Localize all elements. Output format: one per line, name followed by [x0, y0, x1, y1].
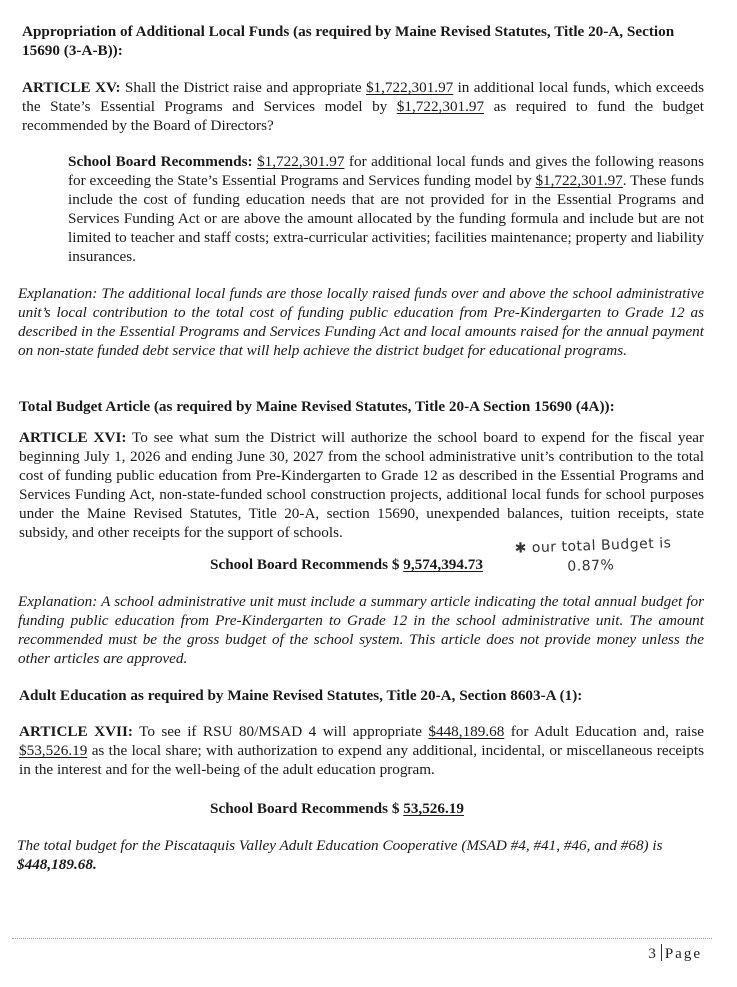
article-label: ARTICLE XVII:: [19, 723, 133, 740]
article-text: for Adult Education and, raise: [504, 723, 705, 740]
article-xv-paragraph: [22, 78, 704, 135]
handwritten-note-line2: 0.87%: [567, 557, 615, 575]
section-heading-adult-education: Adult Education as required by Maine Revised Statutes, Title 20-A, Section 8603-A (1):: [19, 687, 583, 704]
amount-value: $1,722,301.97: [535, 172, 623, 189]
adult-education-total-note: [17, 836, 705, 874]
page-label: Page: [664, 946, 702, 962]
amount-value: $448,189.68: [428, 723, 505, 740]
amount-value: 9,574,394.73: [403, 556, 483, 573]
amount-value: $1,722,301.97: [365, 79, 454, 96]
amount-value: $1,722,301.97: [257, 153, 345, 170]
article-text: Shall the District raise and appropriate: [120, 79, 366, 96]
article-xvi-paragraph: [19, 428, 704, 542]
page-number: [648, 944, 702, 964]
article-xvii-recommendation: [210, 799, 510, 818]
recommendation-label: School Board Recommends $: [210, 556, 404, 573]
amount-value: $53,526.19: [19, 742, 88, 759]
recommendation-label: School Board Recommends:: [68, 153, 253, 170]
total-note-text: The total budget for the Piscataquis Valley Adult Education Cooperative (MSAD #4, #41, #46, and #68) is: [17, 837, 663, 854]
article-xvii-paragraph: [19, 722, 704, 779]
article-text: as required to fund the budget recommended by the Board of Directors?: [22, 98, 705, 134]
recommendation-text: for additional local funds and gives the following reasons for exceeding the State’s Essential Programs and Services funding model by: [68, 153, 704, 189]
article-text: in additional local funds, which exceeds the State’s Essential Programs and Services model by: [22, 79, 704, 115]
section-heading-additional-local-funds: Appropriation of Additional Local Funds (as required by Maine Revised Statutes, Title 20-A, Section 15690 (3-A-B)):: [22, 23, 675, 59]
page-number-separator: [661, 944, 662, 961]
article-xv-explanation: Explanation: The additional local funds are those locally raised funds over and above the school administrative unit’s local contribution to the total cost of funding public education from Pre-Kindergarten to Grade 12 as described in the Essential Programs and Services Funding Act and local amounts raised for the annual payment on non-state funded debt service that will help achieve the district budget for educational programs.: [18, 285, 704, 359]
footer-divider: [12, 938, 712, 939]
handwritten-note-line1: ✱ our total Budget is: [514, 535, 672, 557]
amount-value: 53,526.19: [403, 800, 464, 817]
article-label: ARTICLE XV:: [22, 79, 121, 96]
article-text: To see what sum the District will authorize the school board to expend for the fiscal year beginning July 1, 2026 and ending June 30, 2027 from the school administrative unit’s contribution to the total cost of funding public education from Pre-Kindergarten to Grade 12 as described in the Essential Programs and Services Funding Act, non-state-funded school construction projects, additional local funds for school purposes under the Maine Revised Statutes, Title 20-A, section 15690, unexpended balances, tuition receipts, state subsidy, and other receipts for the support of schools.: [19, 429, 704, 541]
page-number-value: 3: [648, 946, 658, 962]
article-xv-recommendation: [68, 152, 704, 266]
total-note-amount: $448,189.68.: [17, 856, 97, 873]
section-heading-total-budget: Total Budget Article (as required by Maine Revised Statutes, Title 20-A Section 15690 (4A)):: [19, 398, 615, 415]
recommendation-label: School Board Recommends $: [210, 800, 404, 817]
article-text: as the local share; with authorization to expend any additional, incidental, or miscellaneous receipts in the interest and for the well-being of the adult education program.: [19, 742, 704, 778]
amount-value: $1,722,301.97: [396, 98, 485, 115]
recommendation-text: . These funds include the cost of funding education needs that are not provided for in the Essential Programs and Services Funding Act or are above the amount allocated by the funding formula and include but are not limited to teacher and staff costs; extra-curricular activities; facilities maintenance; property and liability insurances.: [68, 172, 704, 265]
article-xvi-recommendation: [210, 555, 510, 574]
article-xvi-explanation: Explanation: A school administrative unit must include a summary article indicating the total annual budget for funding public education from Pre-Kindergarten to Grade 12 in the school administrative unit. The amount recommended must be the gross budget of the school system. This article does not provide money unless the other articles are approved.: [18, 593, 704, 667]
article-label: ARTICLE XVI:: [19, 429, 127, 446]
article-text: To see if RSU 80/MSAD 4 will appropriate: [132, 723, 429, 740]
handwritten-annotation: [514, 533, 672, 578]
